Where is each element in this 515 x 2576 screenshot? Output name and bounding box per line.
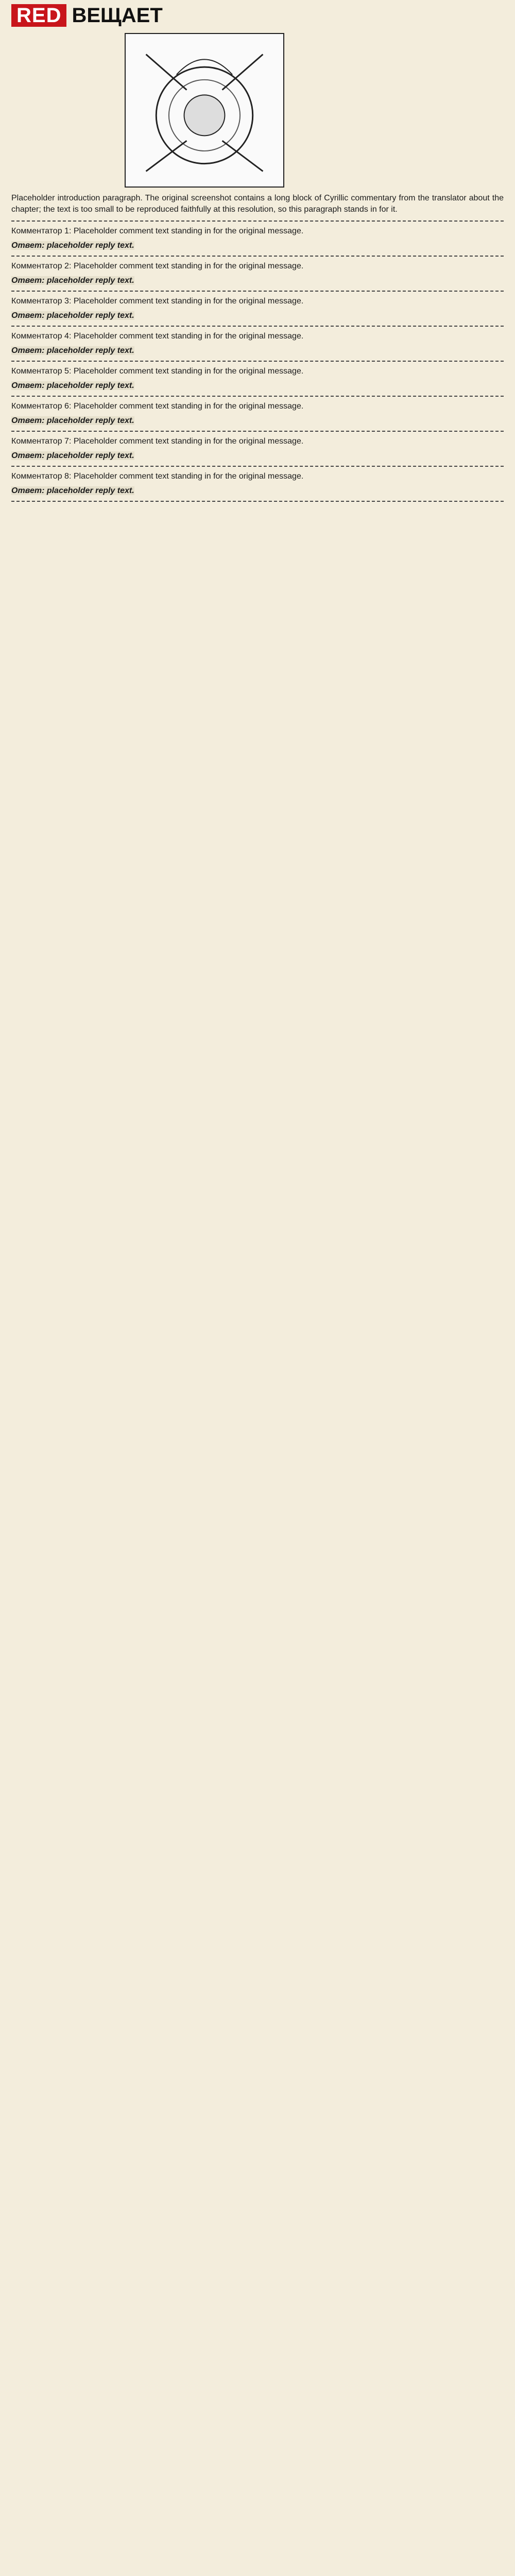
comment-author: Комментатор 2 : — [11, 262, 74, 270]
comment-author: Комментатор 4 : — [11, 332, 74, 341]
header — [11, 0, 504, 31]
divider — [11, 291, 504, 292]
comment — [11, 366, 504, 392]
comment-body: Placeholder comment text standing in for the original message. — [73, 402, 304, 411]
comment-body: Placeholder comment text standing in for the original message. — [73, 332, 304, 341]
comment-body: Placeholder comment text standing in for the original message. — [73, 472, 304, 481]
comment-author: Комментатор 3 : — [11, 297, 74, 306]
comment-reply: Ответ: placeholder reply text. — [11, 416, 134, 425]
comment-list — [11, 226, 504, 502]
divider — [11, 256, 504, 257]
comment — [11, 261, 504, 286]
manga-illustration — [126, 34, 283, 187]
comment — [11, 436, 504, 462]
comment-reply: Ответ: placeholder reply text. — [11, 241, 134, 250]
comment-reply: Ответ: placeholder reply text. — [11, 381, 134, 390]
divider — [11, 396, 504, 397]
comment-body: Placeholder comment text standing in for the original message. — [73, 367, 304, 376]
comment — [11, 331, 504, 357]
comment-body: Placeholder comment text standing in for the original message. — [73, 437, 304, 446]
divider — [11, 221, 504, 222]
comment-reply: Ответ: placeholder reply text. — [11, 451, 134, 460]
comment-author: Комментатор 8 : — [11, 472, 74, 481]
comment — [11, 296, 504, 321]
comment-author: Комментатор 5 : — [11, 367, 74, 376]
comment-author: Комментатор 7 : — [11, 437, 74, 446]
comment-reply: Ответ: placeholder reply text. — [11, 276, 134, 285]
comment — [11, 226, 504, 251]
comment-author: Комментатор 6 : — [11, 402, 74, 411]
brand-label: RED — [11, 4, 66, 27]
divider — [11, 326, 504, 327]
divider — [11, 466, 504, 467]
manga-panel-image — [125, 33, 284, 188]
divider — [11, 361, 504, 362]
comment-body: Placeholder comment text standing in for the original message. — [73, 262, 304, 270]
comment-reply: Ответ: placeholder reply text. — [11, 346, 134, 355]
comment-author: Комментатор 1 : — [11, 227, 74, 235]
divider — [11, 431, 504, 432]
comment-body: Placeholder comment text standing in for the original message. — [73, 227, 304, 235]
comment-reply: Ответ: placeholder reply text. — [11, 311, 134, 320]
comment — [11, 471, 504, 497]
comment-reply: Ответ: placeholder reply text. — [11, 486, 134, 495]
comment-body: Placeholder comment text standing in for the original message. — [73, 297, 304, 306]
divider — [11, 501, 504, 502]
comment — [11, 401, 504, 427]
page-title: ВЕЩАЕТ — [72, 4, 163, 27]
intro-paragraph: Placeholder introduction paragraph. The original screenshot contains a long block of Cyrillic commentary from the translator about the chapter; the text is too small to be reproduced faithfully at this resolution, so this paragraph stands in for it. — [11, 194, 504, 214]
